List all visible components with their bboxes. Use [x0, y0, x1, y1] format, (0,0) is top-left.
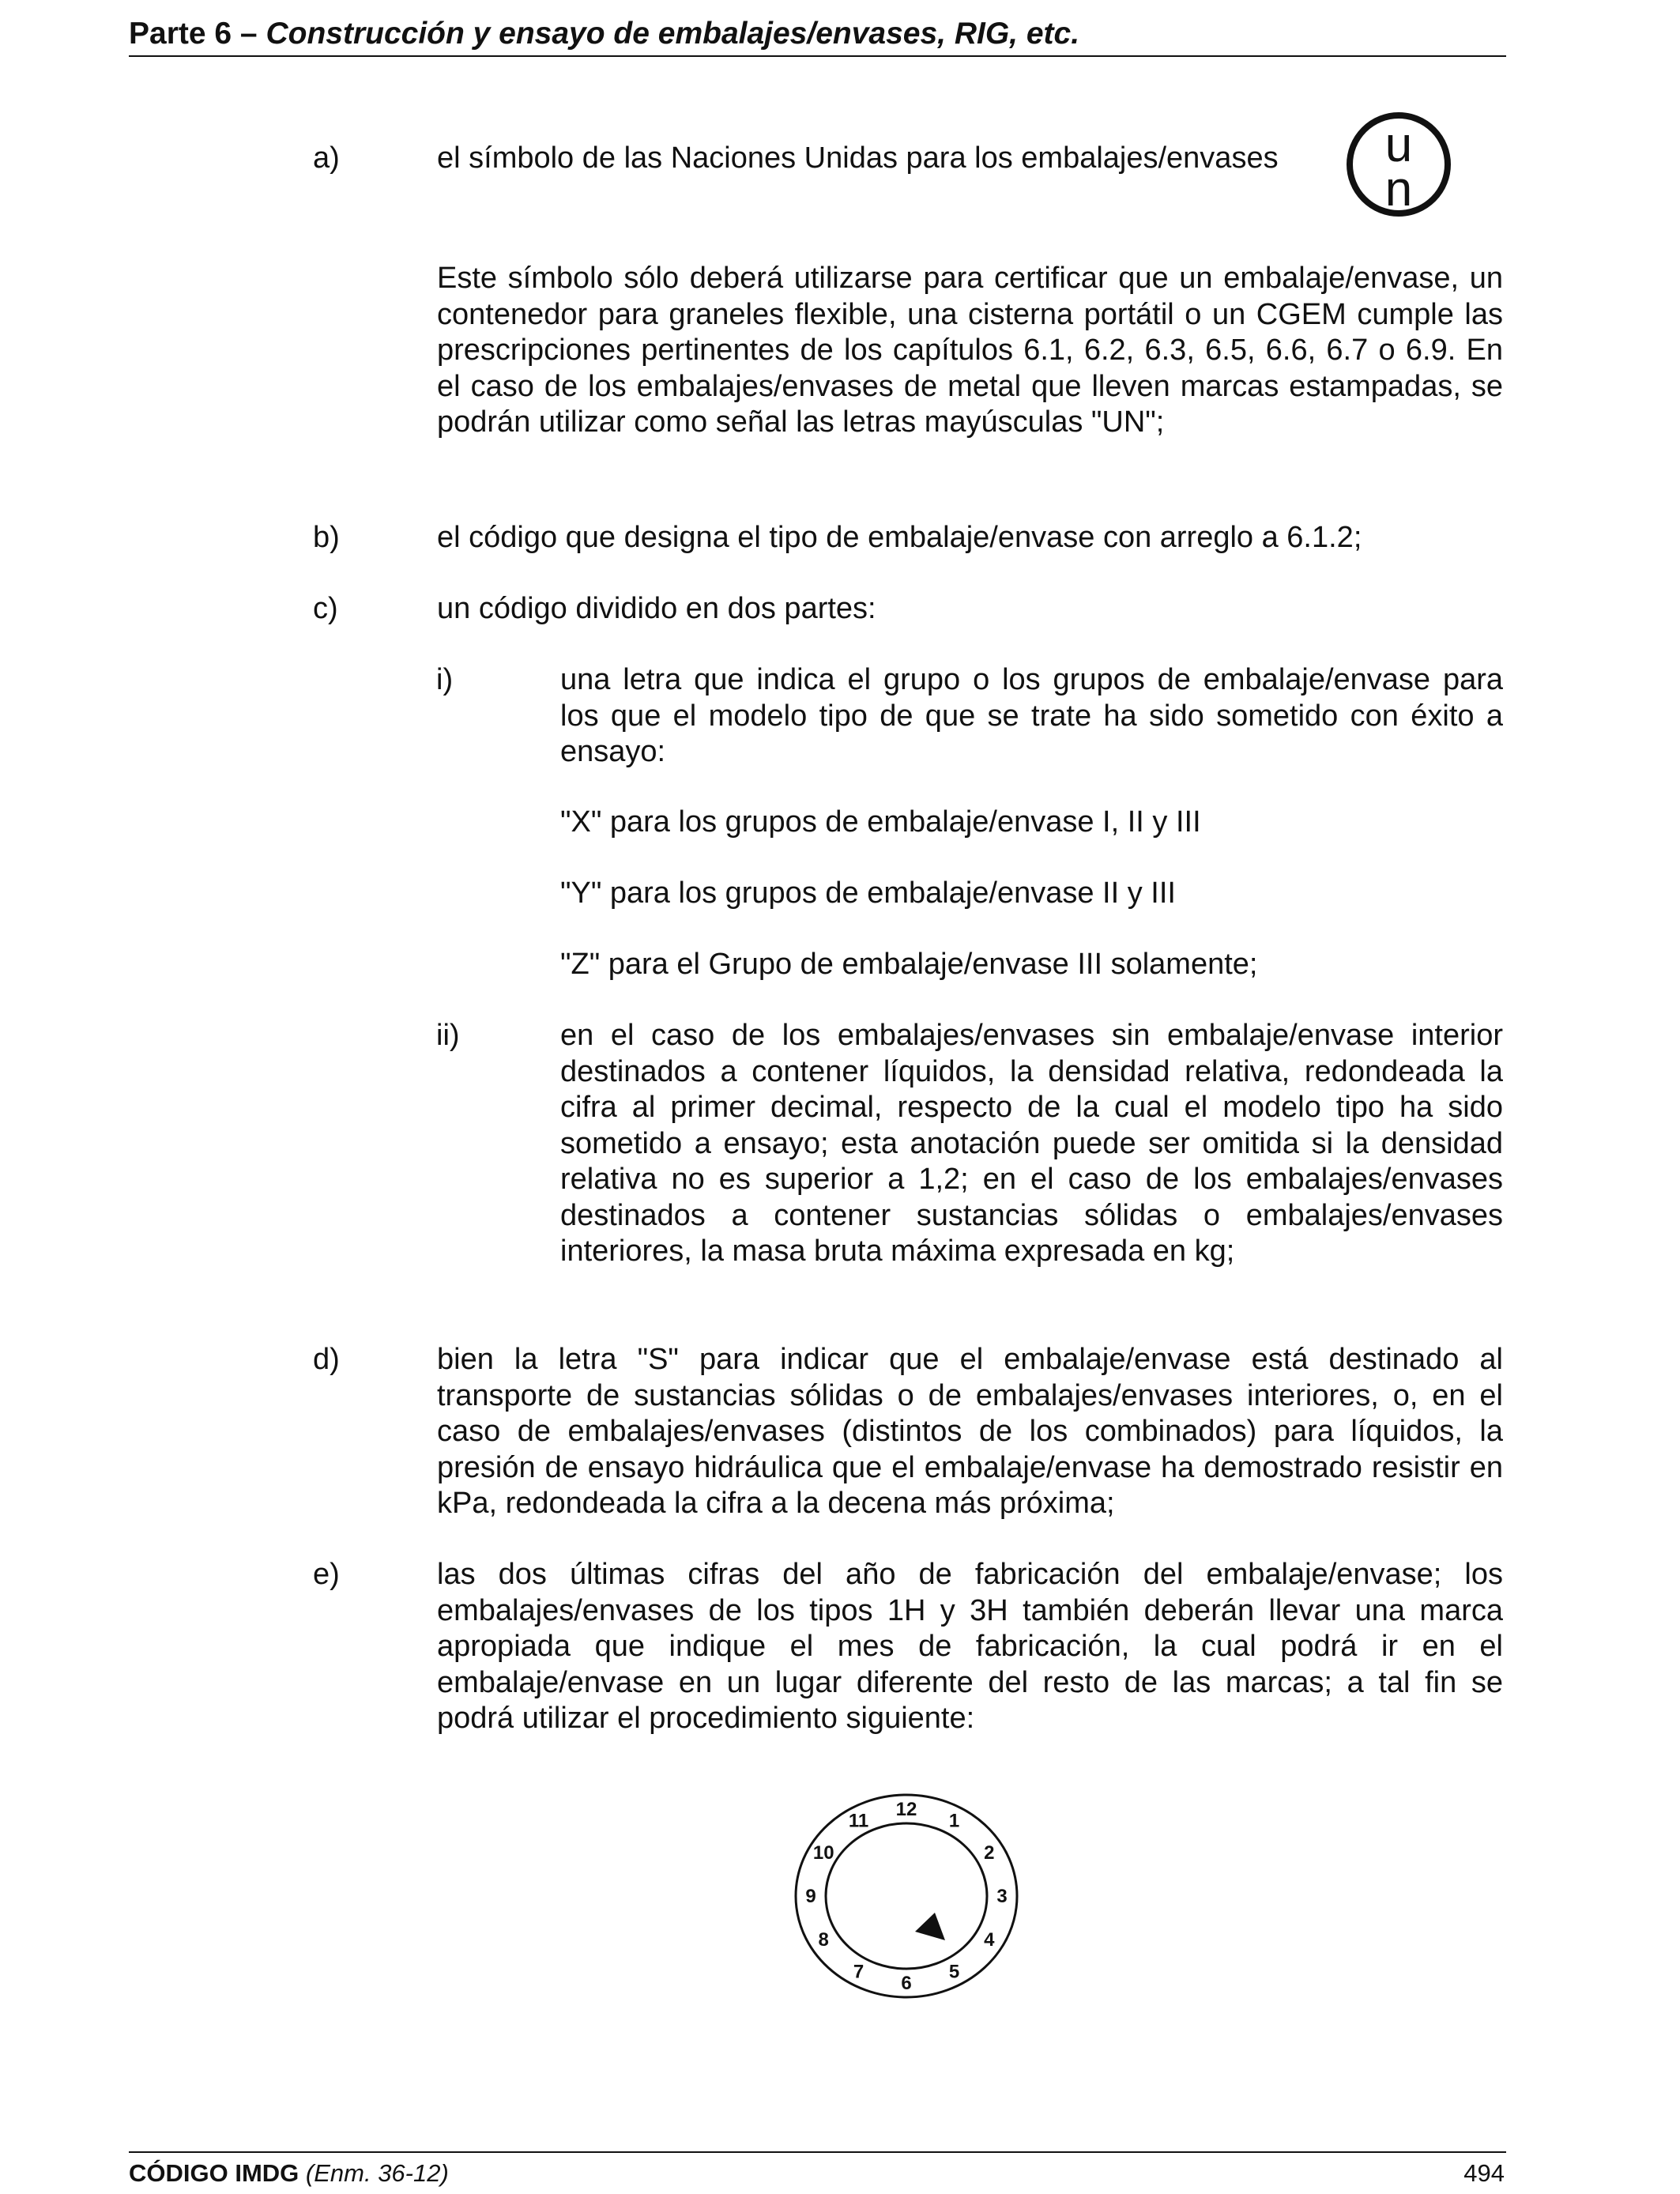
un-symbol-bottom-letter: n [1384, 162, 1413, 217]
item-b-text: el código que designa el tipo de embalaje/envase con arreglo a 6.1.2; [437, 521, 1362, 554]
item-a-note: Este símbolo sólo deberá utilizarse para certificar que un embalaje/envase, un contenedor para graneles flexible, una cisterna portátil o un CGEM cumple las prescripciones pertinentes de los capítulos 6.1, 6.2, 6.3, 6.5, 6.6, 6.7 o 6.9. En el caso de los embalajes/envases de metal que lleven marcas estampadas, se podrán utilizar como señal las letras mayúsculas "UN"; [437, 262, 1503, 439]
footer-code-name: CÓDIGO IMDG [129, 2159, 299, 2187]
page-number: 494 [1463, 2159, 1505, 2187]
clock-month-5: 5 [948, 1961, 960, 1983]
header-rule [129, 55, 1506, 57]
clock-month-2: 2 [984, 1842, 995, 1864]
header-part: Parte 6 – [129, 17, 266, 51]
clock-month-7: 7 [853, 1961, 864, 1983]
clock-month-1: 1 [948, 1810, 960, 1832]
clock-month-11: 11 [848, 1810, 869, 1832]
clock-outer-ring [796, 1795, 1017, 1997]
clock-month-4: 4 [984, 1929, 995, 1951]
clock-month-3: 3 [996, 1886, 1008, 1907]
item-c-ii-label: ii) [436, 1019, 460, 1052]
clock-inner-ring [826, 1823, 987, 1969]
month-clock-diagram [782, 1785, 1030, 2007]
item-c-i-text: una letra que indica el grupo o los grupos de embalaje/envase para los que el modelo tipo de que se trate ha sido sometido con éxito a ensayo: [560, 663, 1503, 768]
item-d-label: d) [313, 1343, 340, 1376]
footer-code [129, 2159, 449, 2188]
item-c-i-label: i) [436, 663, 454, 696]
clock-month-9: 9 [805, 1886, 816, 1907]
item-c-label: c) [313, 592, 338, 625]
item-c-i-x: "X" para los grupos de embalaje/envase I, II y III [560, 805, 1201, 839]
item-c-i-y: "Y" para los grupos de embalaje/envase II y III [560, 876, 1176, 910]
clock-month-10: 10 [812, 1842, 834, 1864]
header-title: Construcción y ensayo de embalajes/envases, RIG, etc. [266, 17, 1080, 51]
clock-month-12: 12 [895, 1799, 917, 1820]
un-symbol-top-letter: u [1384, 118, 1413, 172]
item-c-text: un código dividido en dos partes: [437, 592, 876, 625]
footer-edition: (Enm. 36-12) [305, 2159, 449, 2187]
item-e-text: las dos últimas cifras del año de fabricación del embalaje/envase; los embalajes/envases de los tipos 1H y 3H también deberán llevar una marca apropiada que indique el mes de fabricación, la cual podrá ir en el embalaje/envase en un lugar diferente del resto de las marcas; a tal fin se podrá utilizar el procedimiento siguiente: [437, 1558, 1503, 1735]
page-header [129, 14, 1506, 54]
clock-month-8: 8 [818, 1929, 829, 1951]
item-c-ii-text: en el caso de los embalajes/envases sin embalaje/envase interior destinados a contener líquidos, la densidad relativa, redondeada la cifra al primer decimal, respecto de la cual el modelo tipo ha sido sometido a ensayo; esta anotación puede ser omitida si la densidad relativa no es superior a 1,2; en el caso de los embalajes/envases destinados a contener sustancias sólidas o embalajes/envases interiores, la masa bruta máxima expresada en kg; [560, 1019, 1503, 1268]
footer-rule [129, 2151, 1506, 2153]
item-c-i-z: "Z" para el Grupo de embalaje/envase III solamente; [560, 948, 1258, 981]
un-symbol-icon [1343, 109, 1454, 220]
item-b-label: b) [313, 521, 340, 554]
item-a-label: a) [313, 141, 340, 175]
clock-month-6: 6 [901, 1973, 912, 1994]
item-d-text: bien la letra "S" para indicar que el embalaje/envase está destinado al transporte de sustancias sólidas o de embalajes/envases interiores, o, en el caso de embalajes/envases (distintos de los combinados) para líquidos, la presión de ensayo hidráulica que el embalaje/envase ha demostrado resistir en kPa, redondeada la cifra a la decena más próxima; [437, 1343, 1503, 1520]
clock-pointer-arrow-icon [915, 1913, 945, 1940]
item-e-label: e) [313, 1558, 340, 1591]
item-a-text: el símbolo de las Naciones Unidas para los embalajes/envases [437, 141, 1279, 175]
